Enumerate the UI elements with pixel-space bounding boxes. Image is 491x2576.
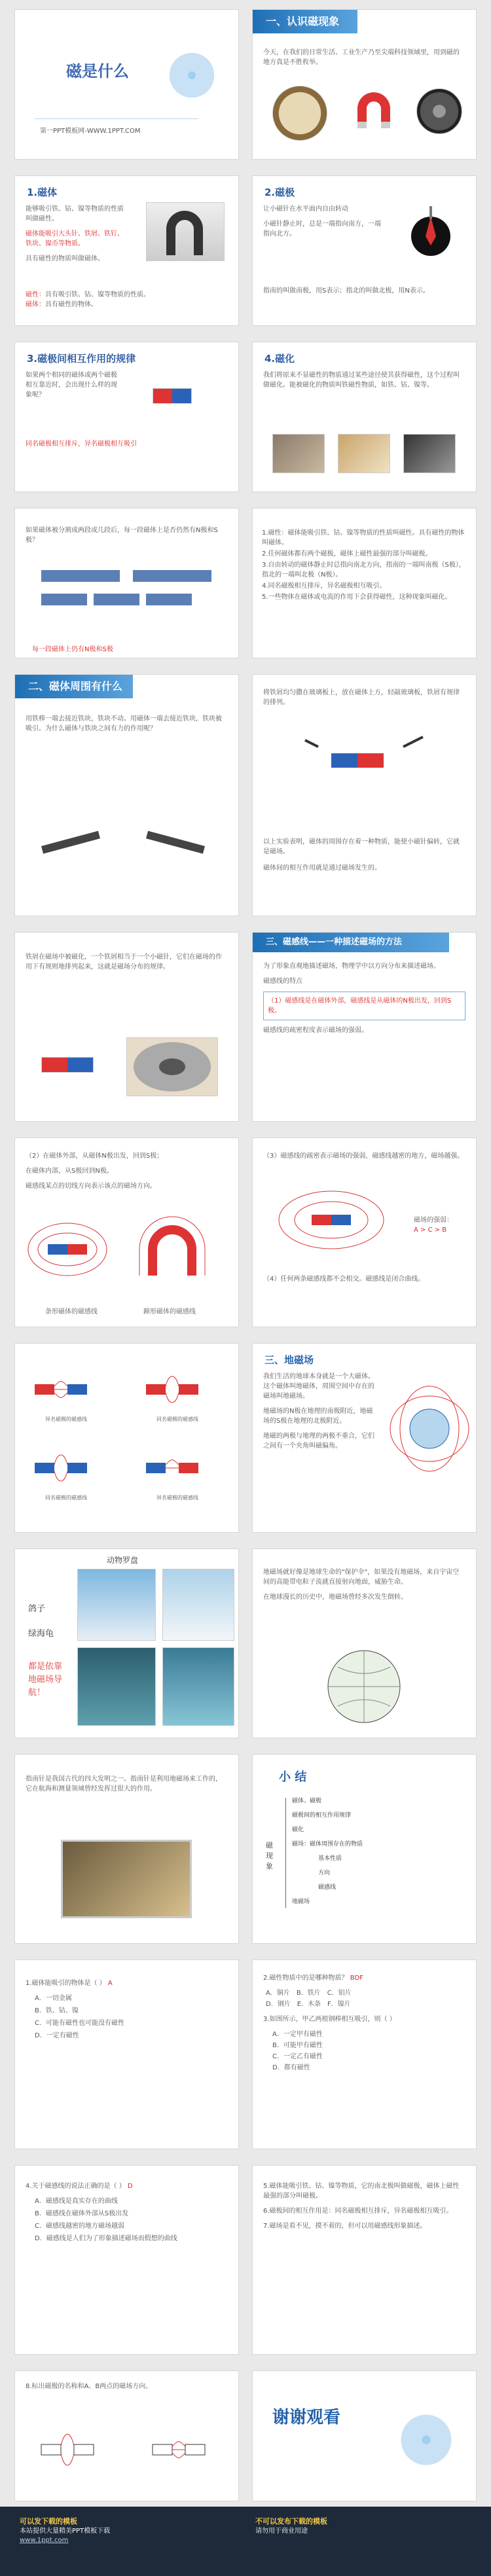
question: 8.标出磁极的名称和A、B两点的磁场方向。 [26, 2383, 153, 2390]
slide-title: 动物罗盘 [107, 1556, 139, 1565]
slide-text: 我们将原来不显磁性的物质通过某些途径使其获得磁性，这个过程叫做磁化。能被磁化的物质叫铁磁性物质，如铁、钴、镍等。 [263, 372, 460, 389]
slide-field-strength [252, 1137, 477, 1327]
slide-quiz-4 [252, 2165, 477, 2355]
slide-title: 3.磁极间相互作用的规律 [27, 353, 136, 365]
slide-text: 磁体间的相互作用就是通过磁场发生的。 [263, 865, 381, 872]
slide-interaction [14, 342, 239, 492]
magnet-needle-diagram [292, 727, 436, 799]
footer-link[interactable]: www.1ppt.com [20, 2537, 69, 2544]
slide-title: 1.磁体 [27, 187, 58, 198]
slide-quiz-3 [14, 2165, 239, 2355]
list-item: 3.自由转动的磁体静止时总指向南北方向，指南的一端叫南极（S极），指北的一端叫北极（N极）。 [262, 562, 465, 579]
slide-text: （4）任何两条磁感线都不会相交。磁感线是闭合曲线。 [263, 1276, 425, 1283]
slide-cover [14, 9, 239, 160]
slide-text: 能够吸引铁、钴、镍等物质的性质叫做磁性。 [26, 206, 124, 223]
list-item: 基本性质 [318, 1855, 342, 1862]
slide-text: 如果磁体被分割成两段或几段后，每一段磁体上是否仍然有N极和S极？ [26, 527, 218, 544]
list-item: 方向 [318, 1870, 331, 1876]
tree-branch [292, 1794, 363, 1909]
option: B．可能甲有磁性 [272, 2042, 323, 2049]
caption: 异名磁极的磁感线 [156, 1495, 198, 1501]
tree-root: 磁现象 [266, 1841, 273, 1870]
slide-iron-filings [252, 674, 477, 916]
option: C．可能有磁性也可能没有磁性 [35, 2020, 124, 2027]
list-item: 磁场：磁体周围存在的物质 [292, 1841, 363, 1848]
question: 2.磁性物质中的是哪种物质？ BDF [263, 1975, 364, 1982]
caption: 同名磁极的磁感线 [45, 1495, 87, 1501]
slide-text: （3）磁感线的疏密表示磁场的强弱，磁感线越密的地方，磁场越强。 [263, 1153, 464, 1160]
option-row: D．钢片 E．木条 F．镍片 [266, 2001, 351, 2008]
caption: 蹄形磁体的磁感线 [143, 1308, 196, 1315]
slide-title: 三、地磁场 [264, 1354, 314, 1366]
slide-compass [14, 1754, 239, 1944]
divider [35, 118, 198, 119]
slide-summary-points [252, 508, 477, 658]
horseshoe-magnet-icon [147, 203, 225, 262]
rod-iron-diagram [15, 819, 239, 878]
list-item: 5.一些物体在磁体或电流的作用下会获得磁性，这种现象叫磁化。 [262, 594, 452, 601]
highlight-box: （1）磁感线是在磁体外部，磁感线是从磁体的N极出发，回到S极。 [263, 992, 465, 1020]
slide-text: 磁感线的疏密程度表示磁场的强弱。 [263, 1027, 368, 1034]
label-turtle: 绿海龟 [28, 1629, 54, 1639]
slide-text: 指南的叫做南极，用S表示；指北的叫做北极，用N表示。 [263, 287, 429, 295]
question: 6.磁极间的相互作用是：同名磁极相互排斥，异名磁极相互吸引。 [263, 2208, 453, 2215]
caption: 每一段磁体上仍有N极和S极 [32, 646, 113, 653]
caption: 异名磁极的磁感线 [45, 1416, 87, 1422]
horseshoe-magnet-icon [351, 92, 397, 132]
earth-globe-icon [312, 1641, 416, 1732]
compass-photo [272, 86, 327, 141]
slide-title: 4.磁化 [264, 353, 295, 365]
note: 磁性：具有吸引铁、钴、镍等物质的性质。 磁体：具有磁性的物体。 [26, 291, 150, 308]
slide-text-red: 磁体能吸引大头针、铁屑、铁钉、铁块、镍币等物质。 [26, 230, 124, 247]
list-item: 磁极间的相互作用规律 [292, 1812, 352, 1819]
slide-around-magnet [14, 674, 239, 916]
option: A．一切金属 [35, 1995, 72, 2002]
slide-text: 指南针是我国古代的四大发明之一。指南针是利用地磁场来工作的，它在航海和测量领域曾经发挥过很大的作用。 [26, 1776, 222, 1793]
slide-text: 在地球漫长的历史中，地磁场曾经多次发生倒转。 [263, 1594, 407, 1601]
magnets-photo [153, 388, 192, 404]
section-header: 二、磁体周围有什么 [15, 675, 133, 698]
slide-animal-compass [14, 1548, 239, 1738]
option: C．一定乙有磁性 [272, 2053, 323, 2060]
list-item: 磁化 [292, 1827, 304, 1833]
slide-pole-field-lines [14, 1343, 239, 1533]
sinan-photo [61, 1840, 192, 1918]
slide-text: 铁屑在磁场中被磁化，一个铁屑相当于一个小磁针，它们在磁场的作用下有规则地排列起来，这就是磁场分布的规律。 [26, 954, 222, 971]
slide-field-direction [14, 1137, 239, 1327]
photo-1 [272, 434, 325, 473]
option: B．磁感线在磁体外部从S极出发 [35, 2210, 129, 2217]
birds-photo [162, 1569, 234, 1641]
section-header: 三、磁感线——一种描述磁场的方法 [253, 933, 449, 952]
field-lines-diagram [15, 1210, 239, 1295]
filings-photo [292, 727, 436, 799]
footer-col-2: 不可以发布下载的模板 请勿用于商业用途 [255, 2517, 327, 2535]
option-row: A．铜片 B．铁片 C．铝片 [266, 1990, 352, 1997]
list-item: 地磁场 [292, 1899, 310, 1905]
photo-2 [338, 434, 390, 473]
disk-photo [416, 88, 462, 134]
slide-text: 磁感线某点的切线方向表示该点的磁场方向。 [26, 1183, 156, 1190]
slide-shield [252, 1548, 477, 1738]
option: A．磁感线是真实存在的曲线 [35, 2198, 118, 2205]
question: 1.磁体能吸引的物体是（ ） A [26, 1980, 113, 1987]
slide-text: 将铁屑均匀撒在玻璃板上，放在磁体上方，轻敲玻璃板，铁屑有规律的排列。 [263, 689, 460, 706]
list-item: 1.磁性：磁体能吸引铁、钴、镍等物质的性质叫磁性。具有磁性的物体叫磁体。 [262, 529, 465, 546]
question-text: 都是依靠地磁场导航！ [28, 1662, 63, 1698]
slide-text: 为了形象直观地描述磁场，物理学中以方向分布来描述磁场。 [263, 963, 440, 970]
dandelion-icon [397, 2410, 456, 2469]
slide-filings-explain [14, 932, 239, 1122]
cover-title: 磁是什么 [66, 62, 129, 80]
slide-text: （2）在磁体外部，从磁体N极出发，回到S极； [26, 1153, 164, 1160]
slide-title: 2.磁极 [264, 187, 295, 198]
slide-text: 地磁场就好像是地球生命的"保护伞"，如果没有地磁场，来自宇宙空间的高能带电粒子流就直接射向地面，威胁生命。 [263, 1569, 460, 1586]
tree-line [285, 1798, 286, 1908]
points-list [253, 528, 476, 602]
thanks-title: 谢谢观看 [272, 2408, 341, 2427]
slide-text: 我们生活的地球本身就是一个大磁体。这个磁体叫地磁体，周围空间中存在的磁场叫地磁场。 [263, 1373, 374, 1400]
question: 3.如图所示，甲乙两根钢棒相互吸引，则（ ） [263, 2016, 396, 2023]
section-header: 一、认识磁现象 [253, 10, 357, 33]
option: C．磁感线越密的地方磁场越弱 [35, 2223, 124, 2230]
slide-text: 在磁体内部，从S极回到N极。 [26, 1168, 113, 1175]
list-item: 磁感线 [318, 1884, 336, 1891]
caption: 条形磁体的磁感线 [45, 1308, 98, 1315]
list-item: 4.同名磁极相互排斥，异名磁极相互吸引。 [262, 582, 386, 590]
photo-3 [403, 434, 456, 473]
footer-col-1: 可以发下载的模板 本站提供大量精美PPT模板下载 www.1ppt.com [20, 2517, 111, 2544]
turtle-photo [77, 1647, 156, 1726]
turtle-photo-2 [162, 1647, 234, 1726]
slide-summary [252, 1754, 477, 1944]
slide-magnetization [252, 342, 477, 492]
list-item: 磁体、磁极 [292, 1798, 322, 1804]
option: D．一定有磁性 [35, 2032, 79, 2039]
slide-text: 地磁场的N极在地理的南极附近，地磁场的S极在地理的北极附近。 [263, 1408, 373, 1425]
pigeons-photo [77, 1569, 156, 1641]
slide-text: 小磁针静止时，总是一端指向南方，一端指向北方。 [263, 221, 381, 238]
slide-text: 如果两个相同的磁体或两个磁极相互靠近时，会出现什么样的现象呢？ [26, 372, 117, 399]
list-item: 2.任何磁体都有两个磁极，磁体上磁性最强的部分叫磁极。 [262, 550, 432, 558]
legend: 磁场的强弱： A > C > B [414, 1217, 453, 1234]
slide-split-magnet [14, 508, 239, 658]
slide-text: 具有磁性的物质叫做磁体。 [26, 255, 104, 262]
option: B．铁、钴、镍 [35, 2007, 79, 2014]
slide-text: 用铁棒一端去接近铁块，铁块不动。用磁体一端去接近铁块，铁块被吸引。为什么磁体与铁块之间有力的作用呢？ [26, 715, 222, 732]
option: D．都有磁性 [272, 2064, 310, 2071]
slide-field-lines [252, 932, 477, 1122]
subhead: 磁感线的特点 [263, 978, 302, 985]
slide-earth-field [252, 1343, 477, 1533]
option: D．磁感线是人们为了形象描述磁场而假想的曲线 [35, 2235, 177, 2242]
cover-subtitle-visible: 第一PPT模板网-WWW.1PPT.COM [40, 128, 141, 135]
slide-text: 以上实验表明，磁体的周围存在着一种物质，能使小磁针偏转，它就是磁场。 [263, 838, 460, 855]
label-pigeon: 鸽子 [28, 1604, 46, 1614]
question: 5.磁体能吸引铁、钴、镍等物质，它的南北极叫做磁极，磁体上磁性最强的部分叫磁极。 [263, 2183, 460, 2200]
question: 4.关于磁感线的说法正确的是（ ） D [26, 2183, 133, 2190]
rule-text: 同名磁极相互排斥，异名磁极相互吸引 [26, 440, 137, 448]
slide-poles [252, 175, 477, 326]
dandelion-icon [166, 49, 218, 101]
slide-thanks [252, 2370, 477, 2501]
horseshoe-magnet-photo [351, 92, 397, 132]
caption: 同名磁极的磁感线 [156, 1416, 198, 1422]
split-magnet-diagram [15, 557, 239, 622]
question: 7.磁场是看不见，摸不着的，但可以用磁感线形象描述。 [263, 2223, 427, 2230]
slide-intro [252, 9, 477, 160]
intro-text: 今天，在我们的日常生活、工业生产乃至尖端科技领域里，用到磁的地方真是不胜枚举。 [263, 49, 460, 66]
slide-quiz-1 [14, 1959, 239, 2149]
slide-quiz-5 [14, 2370, 239, 2501]
magnet-iron-photo [146, 202, 225, 261]
summary-title: 小 结 [279, 1770, 307, 1784]
slide-magnet [14, 175, 239, 326]
filings-photo [126, 1037, 218, 1096]
compass-needle-icon [397, 200, 465, 262]
slide-quiz-2 [252, 1959, 477, 2149]
earth-field-diagram [387, 1376, 472, 1481]
option: A．一定甲有磁性 [272, 2031, 323, 2038]
quiz-diagram [15, 2410, 239, 2489]
compass-needle-photo [397, 200, 465, 262]
bar-magnet-photo [41, 1057, 94, 1073]
slide-text: 地磁的两极与地理的两极不重合，它们之间有一个夹角叫磁偏角。 [263, 1433, 374, 1450]
slide-text: 让小磁针在水平面内自由转动 [263, 206, 348, 213]
